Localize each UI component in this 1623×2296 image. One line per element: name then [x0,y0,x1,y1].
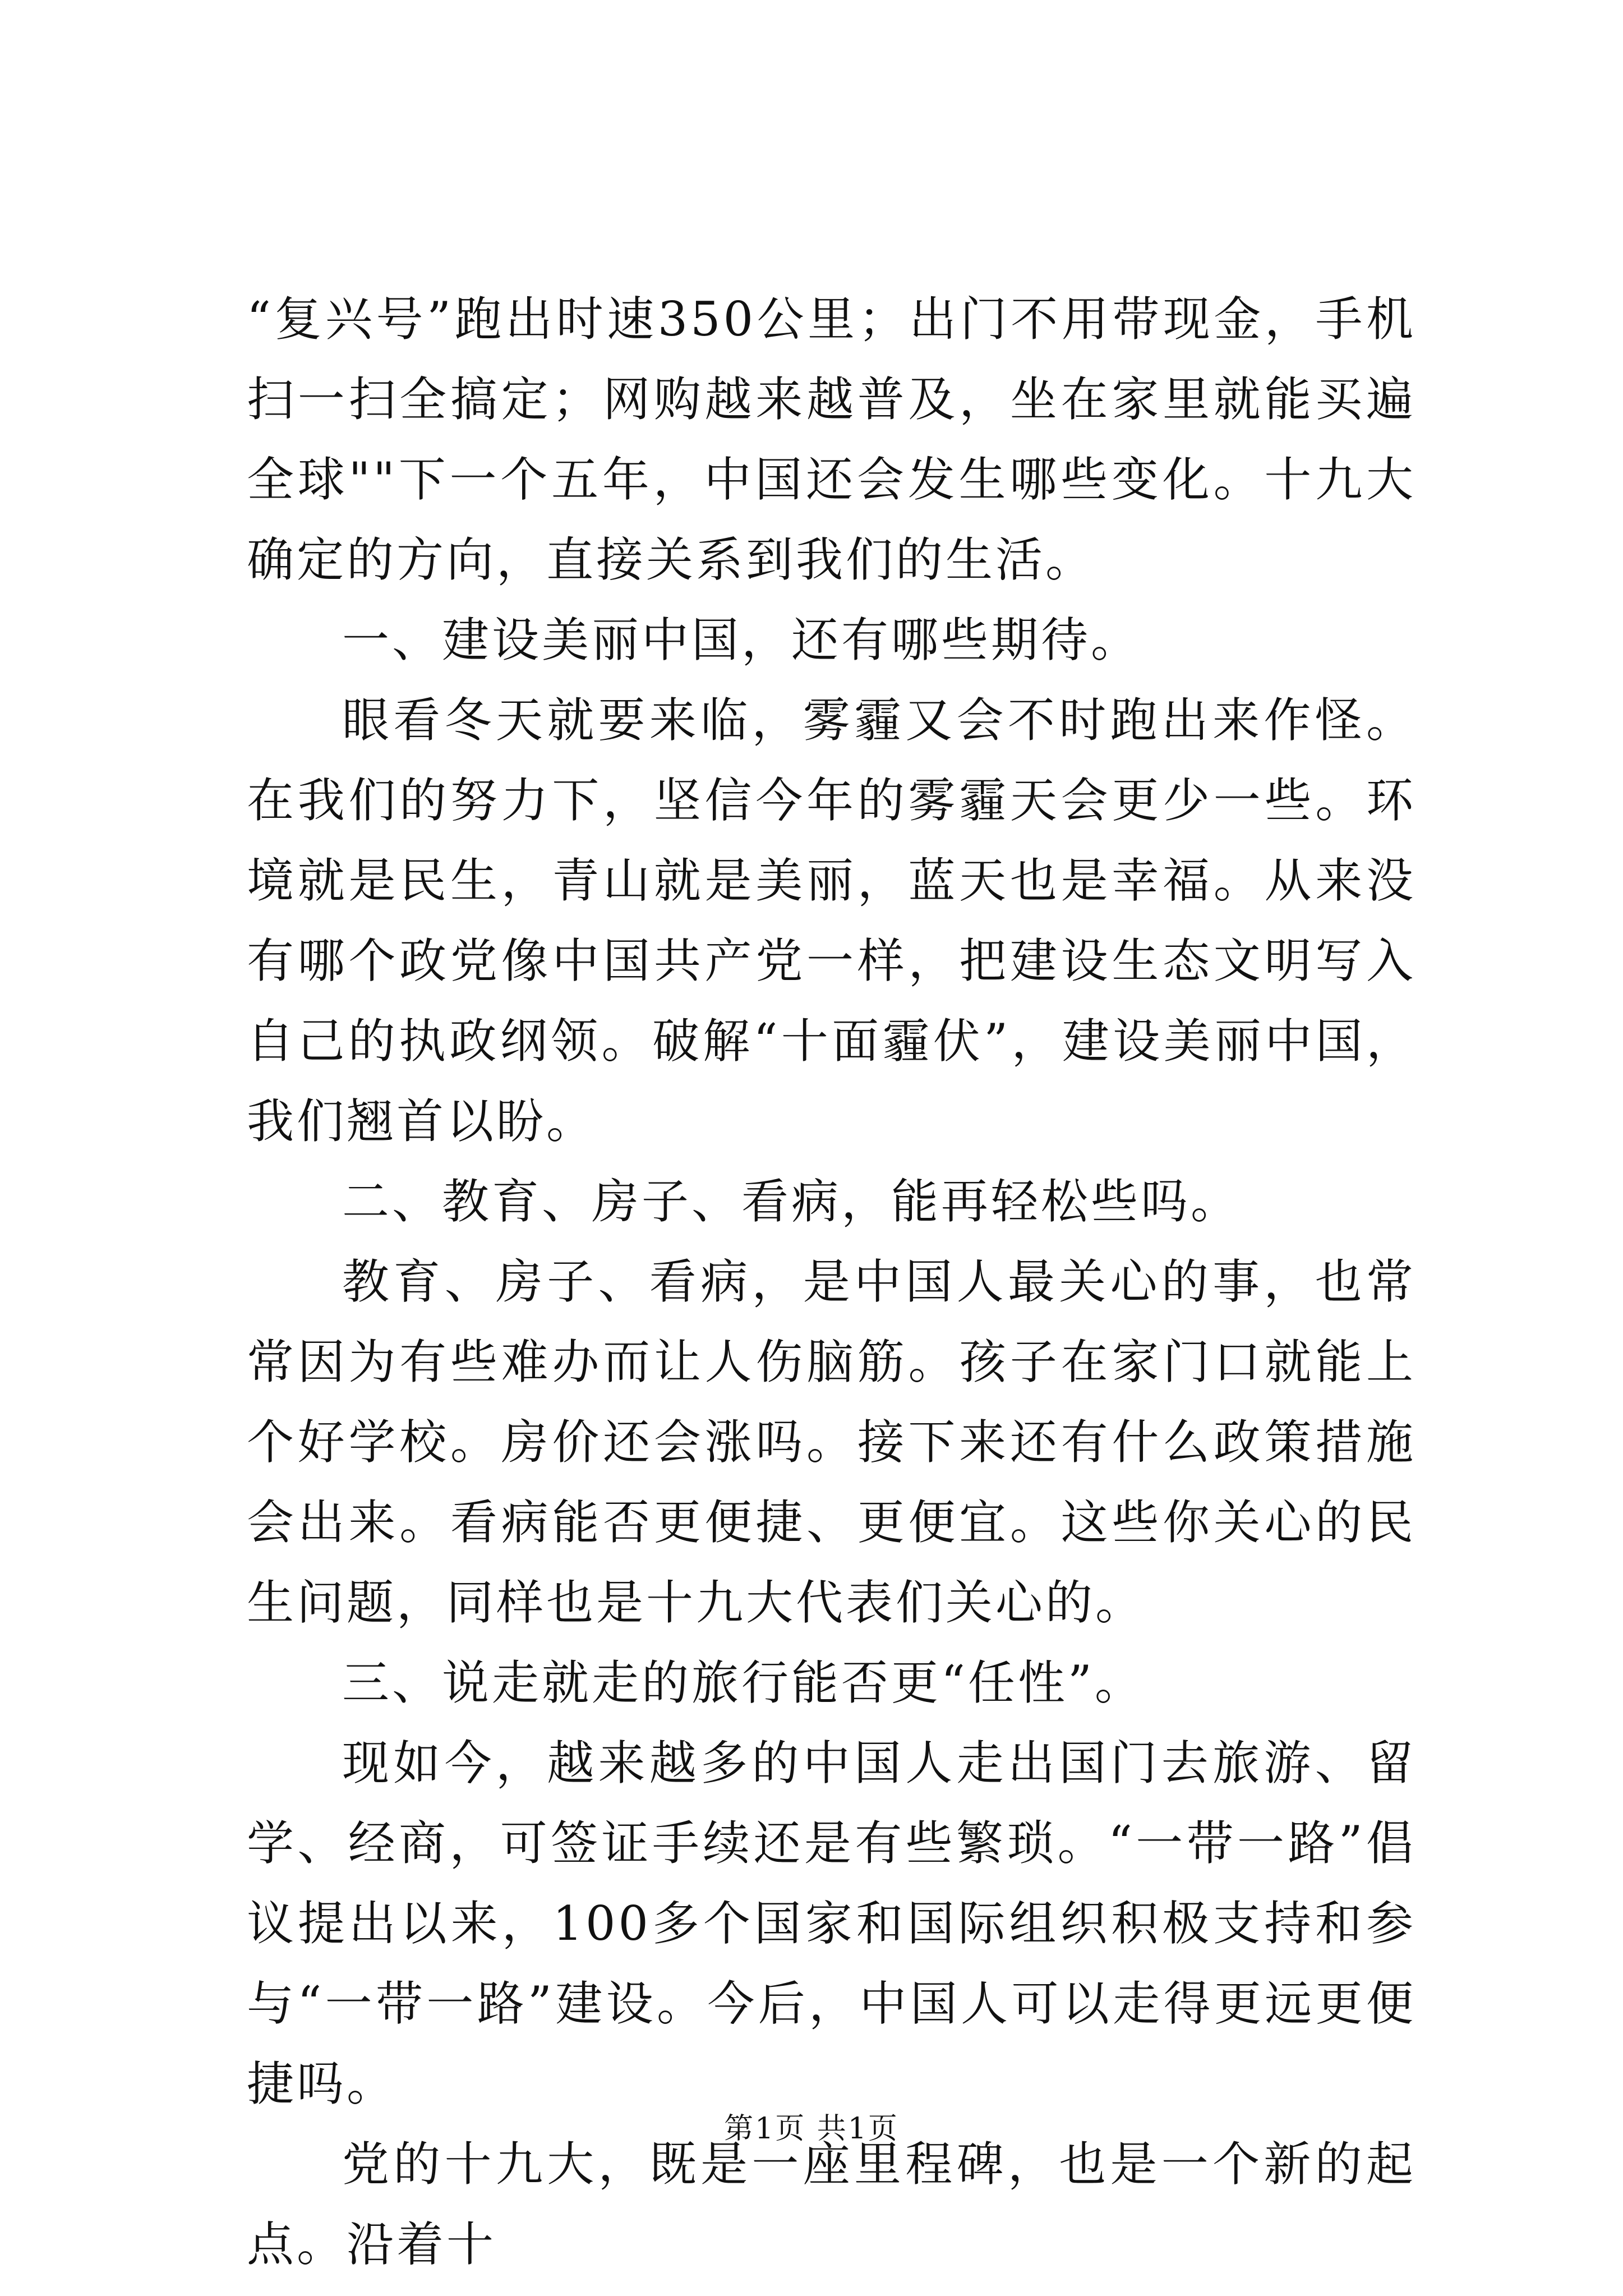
page-footer: 第1页 共1页 [724,2112,899,2146]
document-body [247,279,1416,2285]
paragraph-environment: 眼看冬天就要来临，雾霾又会不时跑出来作怪。在我们的努力下，坚信今年的雾霾天会更少一些。环境就是民生，青山就是美丽，蓝天也是幸福。从来没有哪个政党像中国共产党一样，把建设生态文明写入自己的执政纲领。破解“十面霾伏”，建设美丽中国，我们翘首以盼。 [247,693,1416,1149]
paragraph-livelihood: 教育、房子、看病，是中国人最关心的事，也常常因为有些难办而让人伤脑筋。孩子在家门口就能上个好学校。房价还会涨吗。接下来还有什么政策措施会出来。看病能否更便捷、更便宜。这些你关心的民生问题，同样也是十九大代表们关心的。 [247,1254,1416,1630]
paragraph-conclusion: 党的十九大，既是一座里程碑，也是一个新的起点。沿着十 [247,2137,1416,2272]
section-heading-education-housing-health: 二、教育、房子、看病，能再轻松些吗。 [342,1174,1241,1229]
paragraph-belt-and-road: 现如今，越来越多的中国人走出国门去旅游、留学、经商，可签证手续还是有些繁琐。“一带一路”倡议提出以来，100多个国家和国际组织积极支持和参与“一带一路”建设。今后，中国人可以走得更远更便捷吗。 [247,1736,1416,2111]
section-heading-travel: 三、说走就走的旅行能否更“任性”。 [342,1655,1145,1710]
paragraph-intro: “复兴号”跑出时速350公里；出门不用带现金，手机扫一扫全搞定；网购越来越普及，坐在家里就能买遍全球""下一个五年，中国还会发生哪些变化。十九大确定的方向，直接关系到我们的生活。 [247,292,1417,587]
section-heading-beautiful-china: 一、建设美丽中国，还有哪些期待。 [342,613,1141,668]
